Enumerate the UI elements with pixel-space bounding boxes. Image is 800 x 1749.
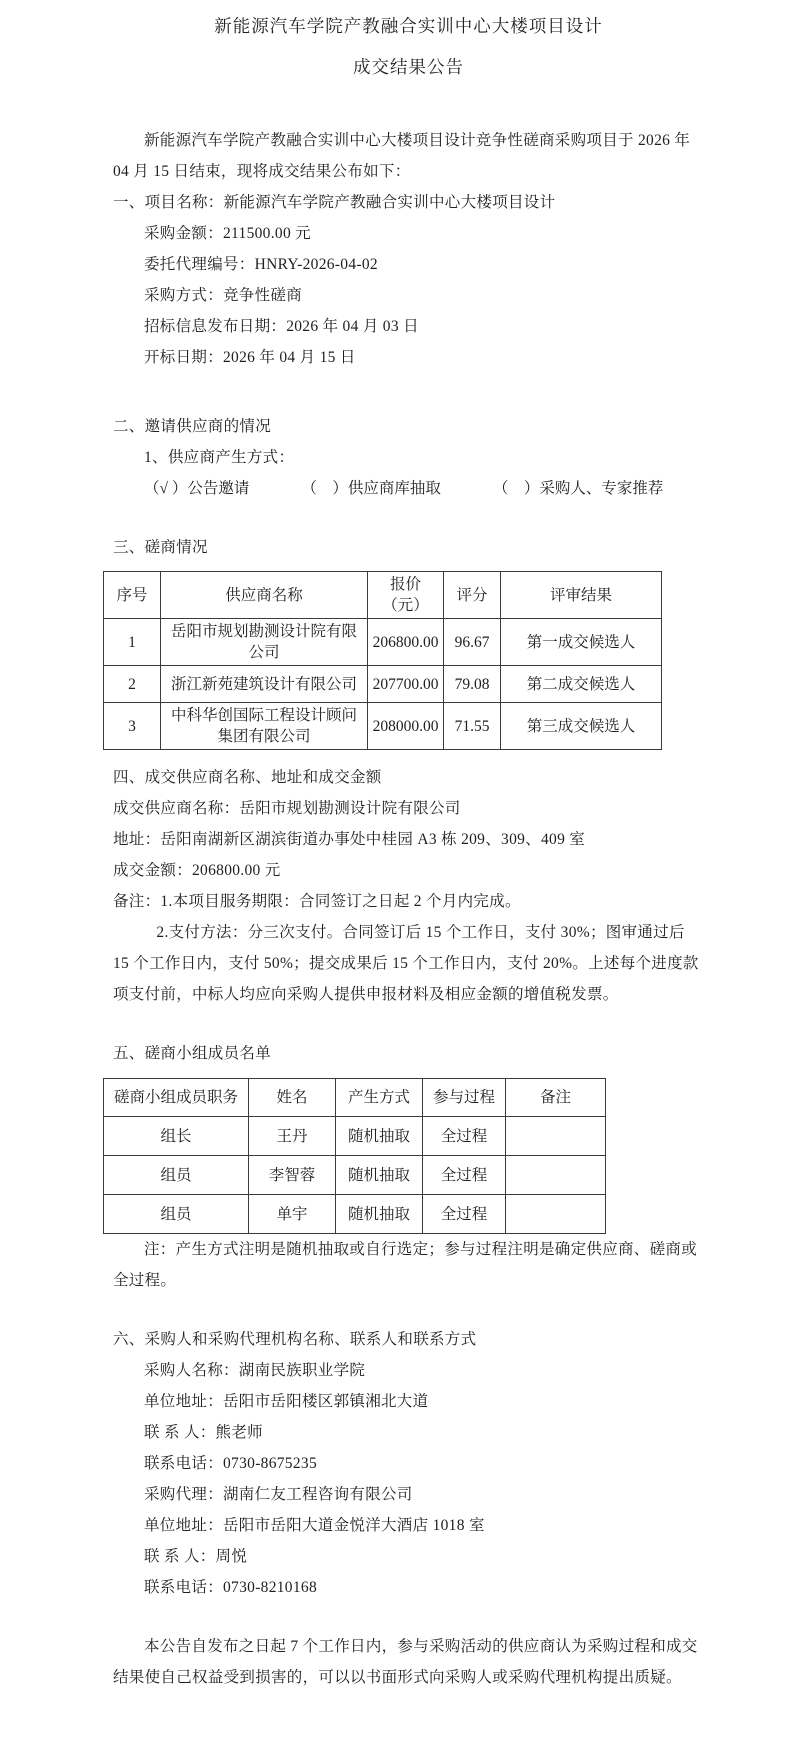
table-header-cell: 产生方式 [336,1079,423,1117]
table-cell: 207700.00 [368,666,444,703]
negotiation-panel-table [103,1078,606,1234]
table-header-cell: 参与过程 [423,1079,506,1117]
buyer-name: 采购人名称：湖南民族职业学院 [144,1362,366,1379]
section3-heading: 三、磋商情况 [113,539,208,556]
table-cell [506,1156,606,1195]
table-header-cell: 供应商名称 [161,572,368,619]
negotiation-result-table [103,571,662,750]
winning-amount: 成交金额：206800.00 元 [113,862,281,879]
buyer-contact-phone: 联系电话：0730-8675235 [144,1455,318,1472]
option-public-invitation: （√ ）公告邀请 [144,480,250,497]
table-header-row [104,1079,606,1117]
table-cell: 李智蓉 [249,1156,336,1195]
tender-publish-date: 招标信息发布日期：2026 年 04 月 03 日 [144,318,419,335]
section1-heading: 一、项目名称：新能源汽车学院产教融合实训中心大楼项目设计 [113,194,556,211]
agency-contact-phone: 联系电话：0730-8210168 [144,1579,318,1596]
table-cell: 2 [104,666,161,703]
table-header-cell: 评审结果 [501,572,662,619]
table-cell: 全过程 [423,1156,506,1195]
intro-paragraph: 新能源汽车学院产教融合实训中心大楼项目设计竞争性磋商采购项目于 2026 年 04 月 15 日结束，现将成交结果公布如下： [113,132,691,180]
remark-payment-terms: 2.支付方法：分三次支付。合同签订后 15 个工作日，支付 30%；图审通过后 15 个工作日内，支付 50%；提交成果后 15 个工作日内，支付 20%。上述每个进度款项支付前，中标人均应向采购人提供申报材料及相应金额的增值税发票。 [113,924,699,1003]
table-cell: 79.08 [444,666,501,703]
winning-supplier-address: 地址：岳阳南湖新区湖滨街道办事处中桂园 A3 栋 209、309、409 室 [113,831,586,848]
table-cell: 71.55 [444,703,501,750]
agency-reference-number: 委托代理编号：HNRY-2026-04-02 [144,256,378,273]
purchase-amount: 采购金额：211500.00 元 [144,225,311,242]
table-cell: 浙江新苑建筑设计有限公司 [161,666,368,703]
winning-supplier-name: 成交供应商名称：岳阳市规划勘测设计院有限公司 [113,800,461,817]
table-cell: 王丹 [249,1117,336,1156]
remark-service-period: 备注：1.本项目服务期限：合同签订之日起 2 个月内完成。 [113,893,521,910]
table-cell: 96.67 [444,619,501,666]
section4-heading: 四、成交供应商名称、地址和成交金额 [113,769,382,786]
agency-address: 单位地址：岳阳市岳阳大道金悦洋大酒店 1018 室 [144,1517,485,1534]
table-row [104,1195,606,1234]
document-title-line2: 成交结果公告 [353,57,464,77]
table-cell [506,1117,606,1156]
section2-sub-heading: 1、供应商产生方式： [144,449,295,466]
panel-note: 注：产生方式注明是随机抽取或自行选定；参与过程注明是确定供应商、磋商或全过程。 [113,1241,698,1289]
table-cell: 随机抽取 [336,1156,423,1195]
bid-opening-date: 开标日期：2026 年 04 月 15 日 [144,349,356,366]
section6-heading: 六、采购人和采购代理机构名称、联系人和联系方式 [113,1331,477,1348]
table-cell: 中科华创国际工程设计顾问集团有限公司 [161,703,368,750]
table-cell: 208000.00 [368,703,444,750]
table-cell: 第二成交候选人 [501,666,662,703]
table-cell: 随机抽取 [336,1117,423,1156]
agency-name: 采购代理：湖南仁友工程咨询有限公司 [144,1486,413,1503]
table-row [104,1156,606,1195]
supplier-source-options [113,473,704,504]
table-row [104,666,662,703]
table-row [104,619,662,666]
table-cell: 岳阳市规划勘测设计院有限公司 [161,619,368,666]
table-header-row [104,572,662,619]
section2-heading: 二、邀请供应商的情况 [113,418,272,435]
table-cell: 组员 [104,1195,249,1234]
table-cell: 全过程 [423,1195,506,1234]
table-cell: 206800.00 [368,619,444,666]
table-header-cell: 磋商小组成员职务 [104,1079,249,1117]
closing-paragraph: 本公告自发布之日起 7 个工作日内，参与采购活动的供应商认为采购过程和成交结果使自己权益受到损害的，可以以书面形式向采购人或采购代理机构提出质疑。 [113,1638,698,1686]
table-cell: 全过程 [423,1117,506,1156]
table-cell: 随机抽取 [336,1195,423,1234]
agency-contact-person: 联 系 人：周悦 [144,1548,248,1565]
table-cell [506,1195,606,1234]
buyer-address: 单位地址：岳阳市岳阳楼区郭镇湘北大道 [144,1393,429,1410]
section5-heading: 五、磋商小组成员名单 [113,1045,272,1062]
table-cell: 第一成交候选人 [501,619,662,666]
table-header-cell: 报价（元） [368,572,444,619]
table-cell: 1 [104,619,161,666]
table-header-cell: 姓名 [249,1079,336,1117]
table-cell: 组员 [104,1156,249,1195]
option-supplier-pool-draw: （ ）供应商库抽取 [301,480,441,497]
buyer-contact-person: 联 系 人：熊老师 [144,1424,263,1441]
procurement-method: 采购方式：竞争性磋商 [144,287,303,304]
table-header-cell: 评分 [444,572,501,619]
document-title-line1: 新能源汽车学院产教融合实训中心大楼项目设计 [214,16,603,36]
table-cell: 单宇 [249,1195,336,1234]
table-header-cell: 序号 [104,572,161,619]
table-cell: 第三成交候选人 [501,703,662,750]
table-row [104,703,662,750]
option-buyer-expert-recommend: （ ）采购人、专家推荐 [492,480,664,497]
table-cell: 3 [104,703,161,750]
table-row [104,1117,606,1156]
table-cell: 组长 [104,1117,249,1156]
table-header-cell: 备注 [506,1079,606,1117]
